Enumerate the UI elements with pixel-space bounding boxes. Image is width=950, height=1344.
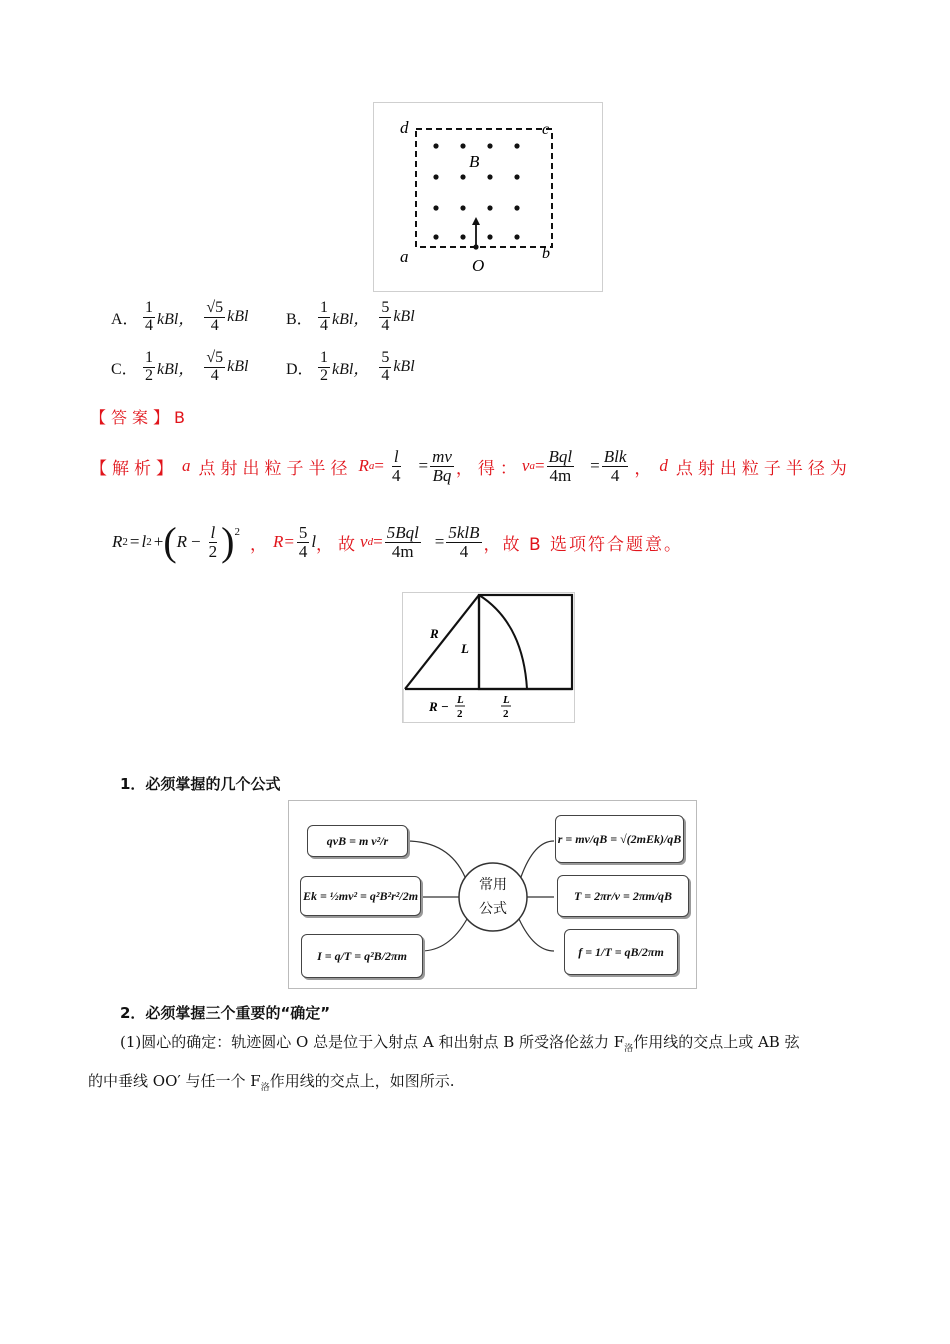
option-A-frac1-den: 4 <box>145 316 153 334</box>
geometry-bottom-left-label: R − <box>429 699 449 714</box>
option-B-label: B． <box>286 310 313 328</box>
option-D-frac1-den: 2 <box>320 366 328 384</box>
R-squared-R: R <box>112 532 123 551</box>
Ra-subscript: a <box>368 460 375 473</box>
formula-mindmap <box>288 800 697 989</box>
point-d: d <box>659 456 668 476</box>
analysis-conclusion: ，故 B 选项符合题意。 <box>483 534 684 555</box>
mindmap-center-line2: 公式 <box>479 901 507 917</box>
option-D-term1: kBl， <box>332 360 370 378</box>
frac-5klB-den: 4 <box>459 541 469 561</box>
geometry-L-half-den-left: 2 <box>457 708 463 720</box>
geometry-L-half-num-right: L <box>503 694 510 706</box>
option-A-frac2-num: √5 <box>206 299 224 316</box>
eq-sign-3: = <box>129 532 140 551</box>
option-D-frac2-num: 5 <box>381 349 390 366</box>
geometry-R-label: R <box>430 626 439 641</box>
eq-sign-2: = <box>534 456 545 476</box>
option-B <box>286 300 415 335</box>
geometry-L-label: L <box>461 641 469 656</box>
R-result: R= <box>272 532 295 551</box>
geometry-diagram <box>403 593 574 722</box>
eq-sign-4: = <box>373 532 383 551</box>
eq-sign-1: = <box>374 456 384 476</box>
field-B-label: B <box>469 152 480 171</box>
formula-box-I: I = q/T = q²B/2πm <box>301 934 423 978</box>
l-squared-exp: 2 <box>146 536 152 548</box>
option-B-term1: kBl， <box>332 310 370 328</box>
option-C-label: C． <box>111 360 138 378</box>
comma-1: ， <box>634 458 652 479</box>
vd-subscript: d <box>367 536 374 548</box>
paragraph-sub-1: 洛 <box>624 1044 634 1054</box>
figure-field-square <box>373 102 603 292</box>
paragraph-line-1-tail: 作用线的交点上或 AB 弦 <box>633 1033 800 1051</box>
formula-box-qvB: qvB = m v²/r <box>307 825 408 857</box>
frac-Blk-num: Blk <box>603 447 627 466</box>
analysis-label: 【解析】 <box>90 458 178 479</box>
answer-line <box>90 405 185 428</box>
option-A-term1: kBl， <box>157 310 195 328</box>
paragraph-line-2 <box>88 1065 868 1104</box>
option-D-label: D． <box>286 360 314 378</box>
option-A-frac1-num: 1 <box>145 299 153 316</box>
minus-sign: − <box>191 532 201 551</box>
field-square-diagram <box>374 103 602 291</box>
paragraph-line-2-tail: 作用线的交点上，如图所示. <box>269 1072 455 1090</box>
option-A-frac2-den: 4 <box>210 316 219 334</box>
corner-b-label: b <box>542 245 550 262</box>
option-C-frac1-num: 1 <box>145 349 153 366</box>
option-A-label: A． <box>111 310 139 328</box>
analysis-text-1: 点射出粒子半径 <box>198 458 353 479</box>
option-B-frac2-num: 5 <box>381 299 390 316</box>
option-B-frac1-den: 4 <box>320 316 328 334</box>
frac-l-num: l <box>393 447 399 466</box>
Ra-symbol: R <box>358 456 369 476</box>
R-squared-exp: 2 <box>122 536 128 548</box>
option-C-frac2-num: √5 <box>206 349 224 366</box>
frac-5Bql-num: 5Bql <box>386 522 419 542</box>
option-D-frac1-num: 1 <box>320 349 328 366</box>
paren-exp: 2 <box>234 526 240 538</box>
section-1-title: 1．必须掌握的几个公式 <box>120 775 281 793</box>
frac-l-den: 4 <box>391 465 401 485</box>
comma-2: ， <box>249 534 267 555</box>
vd-symbol: v <box>360 532 368 551</box>
frac-Bql-num: Bql <box>548 447 573 466</box>
paragraph-center-determination <box>88 1026 868 1104</box>
option-C-frac1-den: 2 <box>145 366 153 384</box>
figure-geometry <box>402 592 575 723</box>
corner-d-label: d <box>400 118 409 137</box>
half-l-num: l <box>210 522 216 542</box>
option-C-term1: kBl， <box>157 360 195 378</box>
option-C <box>111 350 248 385</box>
paragraph-line-1-text: (1)圆心的确定：轨迹圆心 O 总是位于入射点 A 和出射点 B 所受洛伦兹力 F <box>120 1033 625 1051</box>
frac-5klB-num: 5klB <box>448 522 480 542</box>
corner-c-label: c <box>542 121 550 138</box>
frac-mv-den: Bq <box>432 465 452 485</box>
R-result-l: l <box>311 532 317 551</box>
section-2-title: 2．必须掌握三个重要的“确定” <box>120 1004 331 1022</box>
formula-box-Ek: Ek = ½mv² = q²B²r²/2m <box>300 876 421 916</box>
formula-box-r: r = mv/qB = √(2mEk)/qB <box>555 815 684 863</box>
option-D-term2: kBl <box>393 358 415 376</box>
formula-box-f: f = 1/T = qB/2πm <box>564 929 678 975</box>
mindmap-center-line1: 常用 <box>479 877 507 893</box>
paren-R: R <box>176 532 188 551</box>
geometry-L-half-den-right: 2 <box>503 708 509 720</box>
paragraph-line-2-text: 的中垂线 OO′ 与任一个 F <box>88 1072 261 1090</box>
option-C-term2: kBl <box>227 358 249 376</box>
option-A <box>111 300 248 335</box>
frac-Blk-den: 4 <box>610 465 620 485</box>
plus-sign: + <box>153 532 164 551</box>
analysis-line-1: 【解析】 a 点射出粒子半径 R a = $\frac{l}{4}$ = $\frac{mv}{Bq}$ ，得： v a = $\frac{\text{Bql}}{4m}$ = $\frac{\text{Blk}}{4}$ ， d 点射出粒子半径为 <box>90 447 852 485</box>
five-fourths-den: 4 <box>298 541 308 561</box>
analysis-gu: ，故 <box>316 534 361 555</box>
mindmap-center <box>459 873 527 921</box>
option-C-frac2-den: 4 <box>210 366 219 384</box>
va-subscript: a <box>529 460 535 473</box>
frac-Bql-den: 4m <box>549 465 572 485</box>
origin-O-label: O <box>472 256 485 275</box>
answer-value: B <box>174 408 185 427</box>
geometry-L-half-num-left: L <box>457 694 464 706</box>
half-l-den: 2 <box>208 541 218 561</box>
l-squared-l: l <box>141 532 147 551</box>
paragraph-sub-2: 洛 <box>260 1083 270 1093</box>
analysis-line-2: R 2 = l 2 + ( R − $\frac{l}{2}$ ) 2 ， R= $\frac{5}{4}$ l ，故 v d = $\frac{\text{5Bql}}{4m}$ = $\frac{\text{5klB}}{4}$ ，故 B 选项符合题意。 <box>112 519 684 564</box>
paragraph-line-1 <box>88 1026 868 1065</box>
corner-a-label: a <box>400 247 409 266</box>
option-D <box>286 350 415 385</box>
option-B-frac2-den: 4 <box>381 316 390 334</box>
frac-mv-num: mv <box>432 447 452 466</box>
analysis-text-2: 点射出粒子半径为 <box>675 458 852 479</box>
option-B-term2: kBl <box>393 308 415 326</box>
va-symbol: v <box>521 456 530 476</box>
answer-label: 【答案】 <box>90 408 175 427</box>
formula-box-T: T = 2πr/v = 2πm/qB <box>557 875 689 917</box>
option-B-frac1-num: 1 <box>320 299 328 316</box>
option-A-term2: kBl <box>227 308 249 326</box>
frac-5Bql-den: 4m <box>391 541 414 561</box>
analysis-de: ，得： <box>455 458 522 479</box>
option-D-frac2-den: 4 <box>381 366 390 384</box>
five-fourths-num: 5 <box>298 522 308 542</box>
point-a: a <box>182 456 191 476</box>
